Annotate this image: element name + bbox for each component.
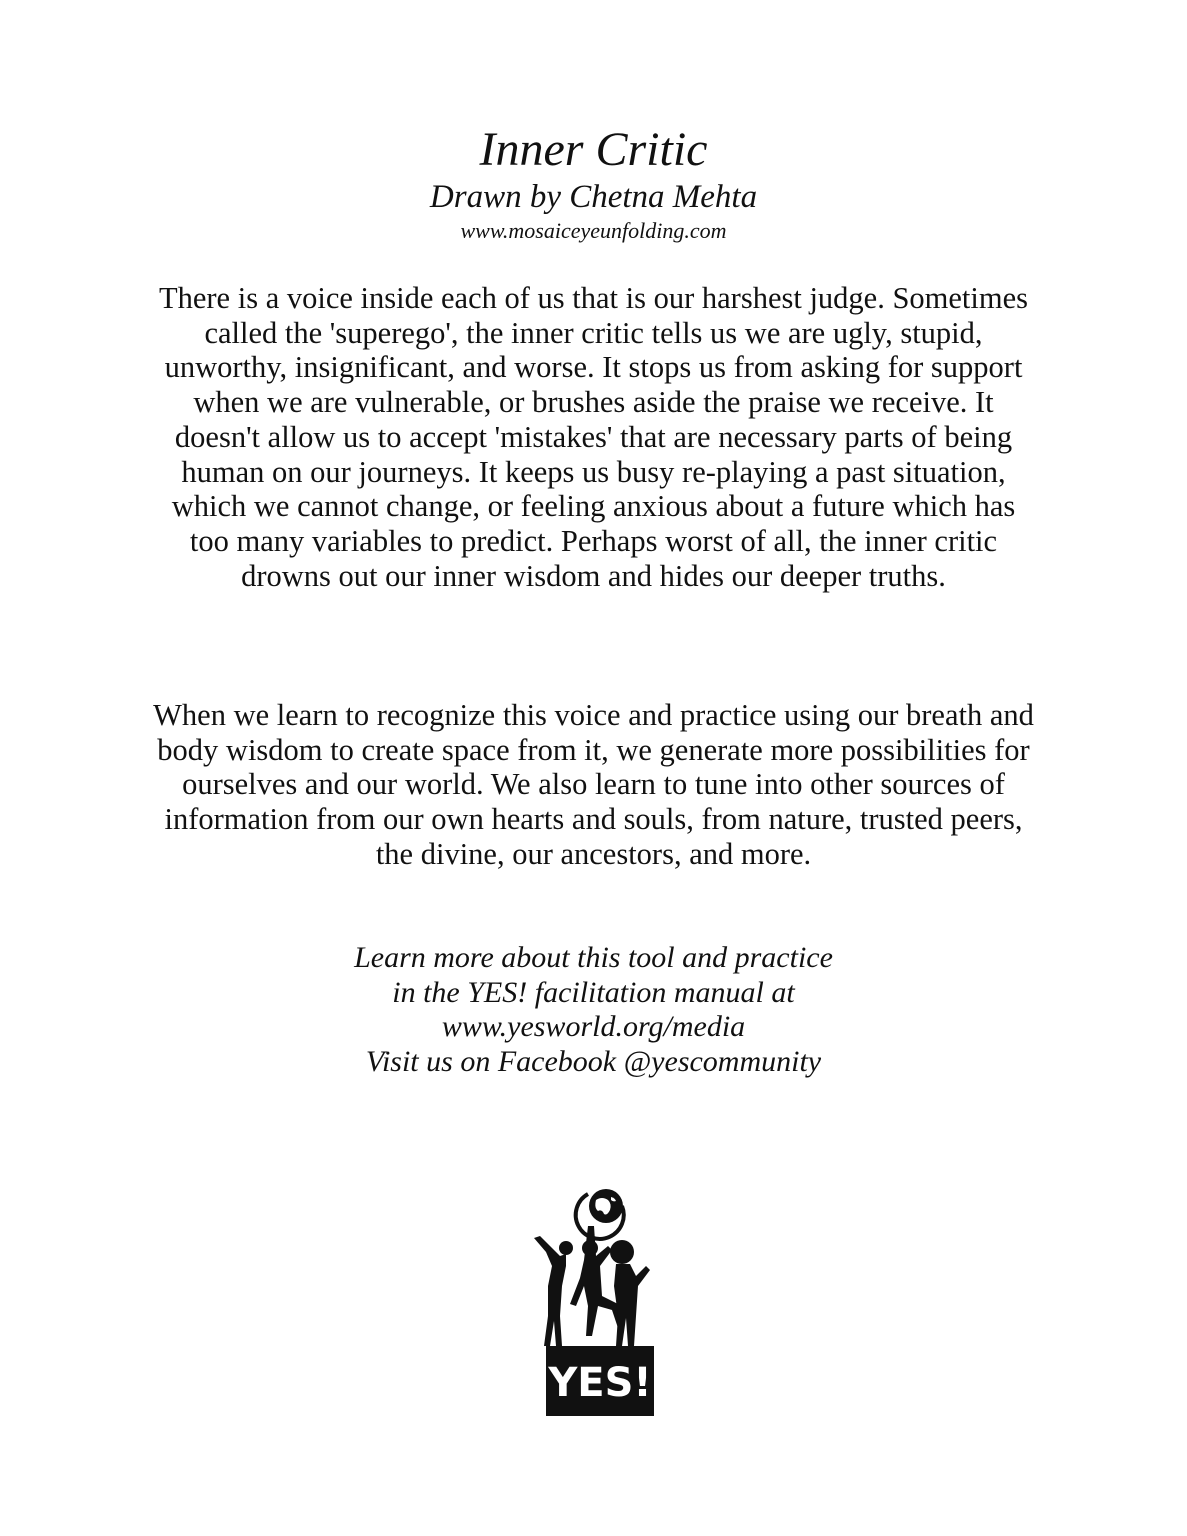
paragraph-recognize-voice: When we learn to recognize this voice and practice using our breath and body wisdom to create space from it, we generate more possibilities for ourselves and our world. We also learn to tune into other sources of information from our own hearts and souls, from nature, trusted peers, the divine, our ancestors, and more. <box>153 698 1034 871</box>
yes-logo-text: YES! <box>548 1360 652 1406</box>
manual-line: in the YES! facilitation manual at <box>392 975 795 1009</box>
figure-right-icon <box>610 1240 650 1346</box>
learn-more-block <box>150 941 1037 1079</box>
media-url: www.yesworld.org/media <box>441 1010 746 1043</box>
yes-logo-icon <box>526 1186 656 1418</box>
paragraph-inner-critic: There is a voice inside each of us that is our harshest judge. Sometimes called the 'superego', the inner critic tells us we are ugly, stupid, unworthy, insignificant, and worse. It stops us from asking for support when we are vulnerable, or brushes aside the praise we receive. It doesn't allow us to accept 'mistakes' that are necessary parts of being human on our journeys. It keeps us busy re-playing a past situation, which we cannot change, or feeling anxious about a future which has too many variables to predict. Perhaps worst of all, the inner critic drowns out our inner wisdom and hides our deeper truths. <box>158 281 1029 593</box>
artist-website: www.mosaiceyeunfolding.com <box>460 218 727 243</box>
learn-more-line: Learn more about this tool and practice <box>354 941 833 974</box>
byline: Drawn by Chetna Mehta <box>429 179 758 215</box>
globe-icon <box>576 1189 624 1239</box>
page-title: Inner Critic <box>479 123 708 176</box>
figure-left-icon <box>534 1236 573 1346</box>
facebook-line: Visit us on Facebook @yescommunity <box>365 1044 822 1078</box>
